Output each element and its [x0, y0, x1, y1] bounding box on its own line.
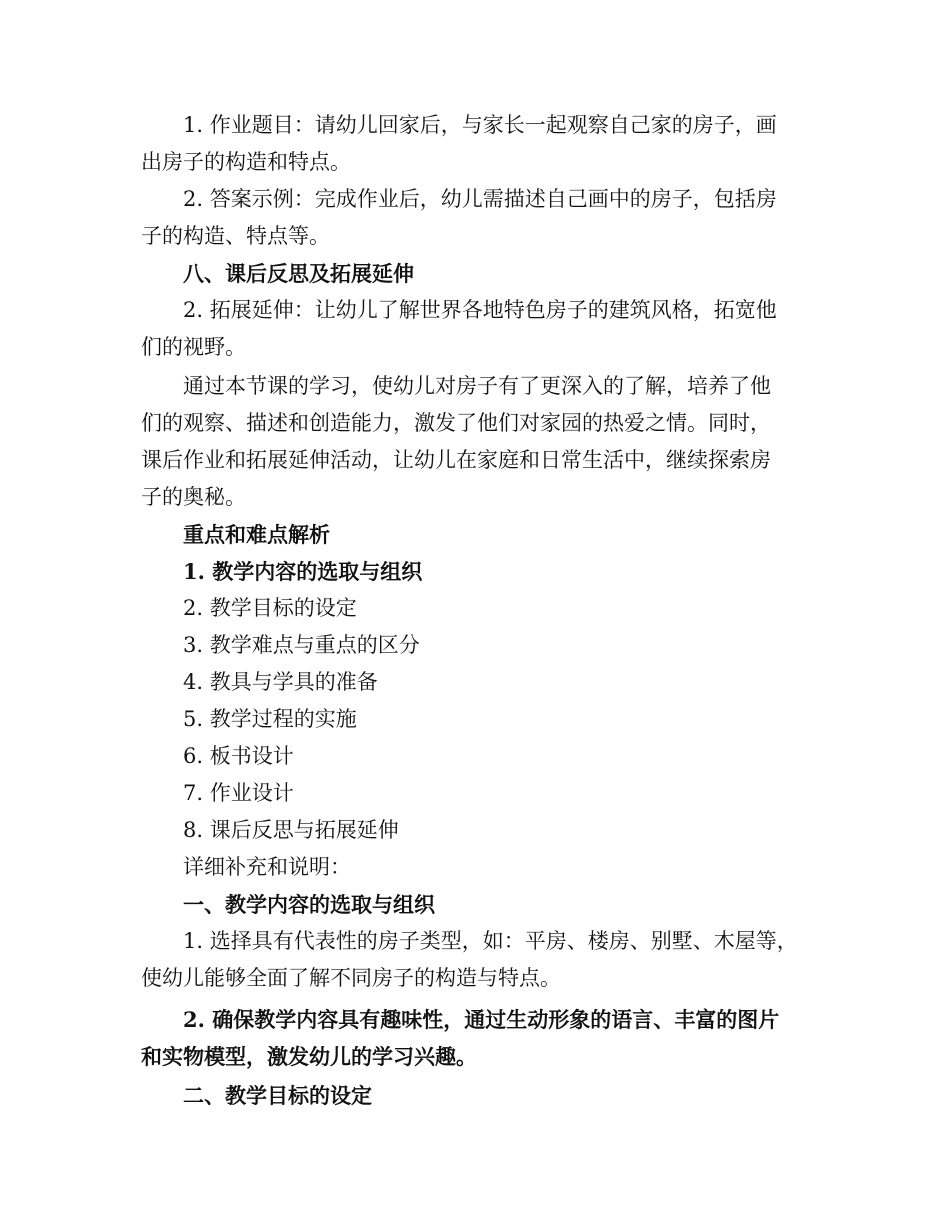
- extension-line-2: 们的视野。: [141, 335, 246, 359]
- assignment-topic-line-1: 1. 作业题目：请幼儿回家后，与家长一起观察自己家的房子，画: [183, 113, 777, 137]
- answer-example-line-2: 子的构造、特点等。: [141, 224, 330, 248]
- summary-line-3: 课后作业和拓展延伸活动，让幼儿在家庭和日常生活中，继续探索房: [141, 448, 771, 472]
- section-heading-content-selection: 一、教学内容的选取与组织: [183, 892, 435, 917]
- content-item-1-line-1: 1. 选择具有代表性的房子类型，如：平房、楼房、别墅、木屋等，: [183, 929, 798, 953]
- key-point-8: 8. 课后反思与拓展延伸: [183, 818, 399, 842]
- section-heading-reflection: 八、课后反思及拓展延伸: [183, 261, 414, 286]
- content-item-2-line-1: 2. 确保教学内容具有趣味性，通过生动形象的语言、丰富的图片: [183, 1007, 780, 1032]
- key-point-1: 1. 教学内容的选取与组织: [183, 559, 423, 584]
- details-heading: 详细补充和说明：: [183, 855, 351, 879]
- content-item-2-line-2: 和实物模型，激发幼儿的学习兴趣。: [141, 1044, 477, 1069]
- key-point-2: 2. 教学目标的设定: [183, 596, 357, 620]
- summary-line-4: 子的奥秘。: [141, 485, 246, 509]
- summary-line-1: 通过本节课的学习，使幼儿对房子有了更深入的了解，培养了他: [183, 374, 771, 398]
- key-point-6: 6. 板书设计: [183, 744, 294, 768]
- assignment-topic-line-2: 出房子的构造和特点。: [141, 150, 351, 174]
- section-heading-objectives: 二、教学目标的设定: [183, 1083, 372, 1108]
- key-points-heading: 重点和难点解析: [183, 522, 330, 547]
- answer-example-line-1: 2. 答案示例：完成作业后，幼儿需描述自己画中的房子，包括房: [183, 187, 777, 211]
- content-item-1-line-2: 使幼儿能够全面了解不同房子的构造与特点。: [141, 966, 561, 990]
- key-point-3: 3. 教学难点与重点的区分: [183, 633, 420, 657]
- extension-line-1: 2. 拓展延伸：让幼儿了解世界各地特色房子的建筑风格，拓宽他: [183, 298, 777, 322]
- key-point-7: 7. 作业设计: [183, 781, 294, 805]
- key-point-5: 5. 教学过程的实施: [183, 707, 357, 731]
- summary-line-2: 们的观察、描述和创造能力，激发了他们对家园的热爱之情。同时，: [141, 411, 771, 435]
- key-point-4: 4. 教具与学具的准备: [183, 670, 378, 694]
- document-body: [141, 107, 817, 1114]
